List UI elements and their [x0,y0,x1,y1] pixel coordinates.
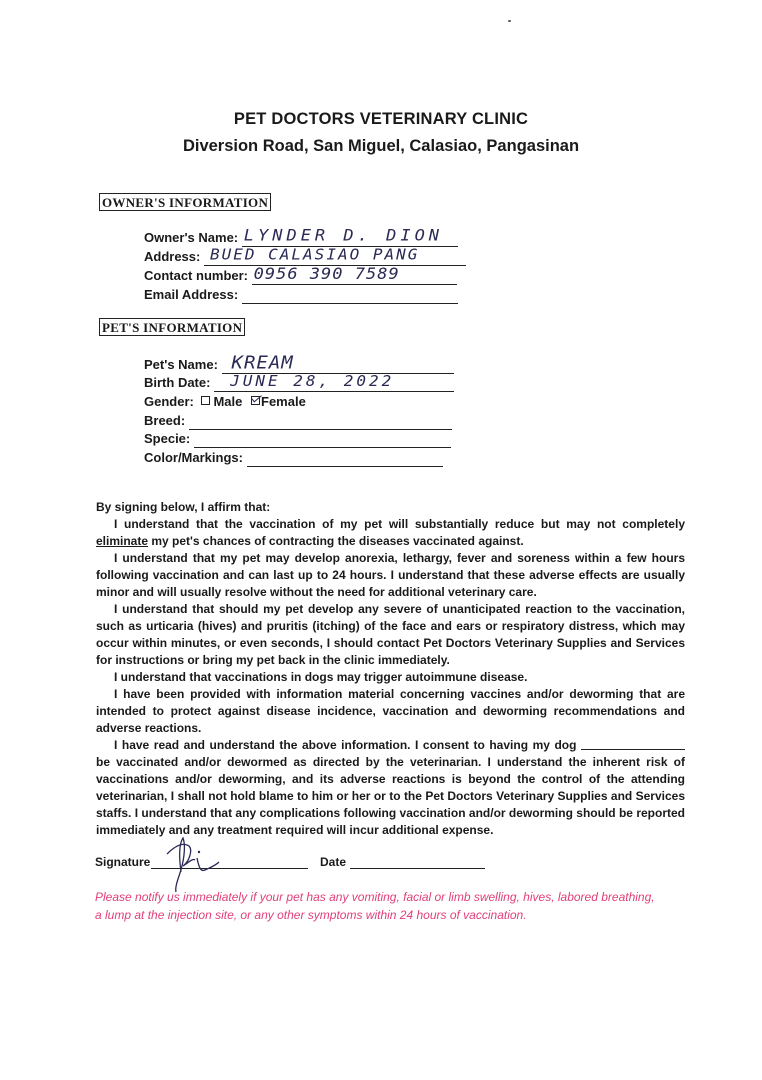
color-markings-line[interactable] [247,450,443,467]
clinic-name: PET DOCTORS VETERINARY CLINIC [233,110,529,128]
breed-line[interactable] [189,413,452,430]
consent-p1-end: my pet's chances of contracting the diseases vaccinated against. [148,534,524,548]
signature-label: Signature [95,855,151,869]
contact-number-line[interactable] [252,264,457,285]
consent-paragraph-1 [96,516,685,550]
pet-name-value: KREAM [231,352,294,374]
consent-paragraph-4: I understand that vaccinations in dogs may trigger autoimmune disease. [114,670,528,684]
email-line[interactable] [242,287,458,304]
consent-p1-underlined: eliminate [96,534,149,548]
email-label: Email Address: [144,287,239,302]
specie-label: Specie: [144,431,191,446]
address-label: Address: [144,249,201,264]
consent-statement [96,499,685,839]
birth-date-line[interactable] [214,371,454,392]
color-markings-label: Color/Markings: [144,450,243,465]
post-vaccination-notice: Please notify us immediately if your pet has any vomiting, facial or limb swelling, hives, labored breathing, a lump at the injection site, or any other symptoms within 24 hours of vaccination. [95,890,655,922]
gender-female-label: Female [261,394,306,409]
consent-p6-end: be vaccinated and/or dewormed as directed by the veterinarian. I understand the inherent risk of vaccinations and/or deworming, and its adverse reactions is beyond the control of the attending veterinarian, I shall not hold blame to him or her or to the Pet Doctors Veterinary Supplies and Services staffs. I understand that any complications following vaccination and/or deworming should be reported immediately and any treatment required will incur additional expense. [96,755,685,837]
birth-date-label: Birth Date: [144,375,211,390]
consent-paragraph-2: I understand that my pet may develop anorexia, lethargy, fever and soreness within a few hours following vaccination and can last up to 24 hours. I understand that these adverse effects are usually minor and will usually resolve without the need for additional veterinary care. [96,551,685,599]
breed-field[interactable] [144,412,452,430]
consent-intro: By signing below, I affirm that: [96,500,271,514]
gender-male-label: Male [213,394,243,409]
gender-male-checkbox[interactable] [201,396,210,405]
consent-p6-start: I have read and understand the above information. I consent to having my dog [114,738,581,752]
specie-field[interactable] [144,430,451,448]
address-value: BUED CALASIAO PANG [209,245,420,264]
color-markings-field[interactable] [144,449,443,467]
address-line[interactable] [204,245,466,266]
pet-name-label: Pet's Name: [144,357,218,372]
contact-number-value: 0956 390 7589 [253,264,400,284]
owner-name-label: Owner's Name: [144,230,239,245]
owner-section-heading: OWNER'S INFORMATION [99,193,271,211]
date-label: Date [320,855,347,869]
birth-date-value: JUNE 28, 2022 [230,371,395,390]
signature-row [95,853,695,871]
contact-number-label: Contact number: [144,268,248,283]
consent-paragraph-5: I have been provided with information material concerning vaccines and/or deworming that are intended to protect against disease incidence, vaccination and deworming recommendations and adverse reactions. [96,687,685,735]
clinic-address: Diversion Road, San Miguel, Calasiao, Pangasinan [182,137,580,155]
consent-paragraph-6 [96,737,685,839]
scan-speck [508,20,511,22]
dog-name-blank[interactable] [581,737,685,750]
gender-label: Gender: [144,394,194,409]
gender-field[interactable] [144,393,306,411]
owner-name-line[interactable] [242,226,458,247]
consent-paragraph-3: I understand that should my pet develop any severe of unanticipated reaction to the vaccination, such as urticaria (hives) and pruritis (itching) of the face and ears or respiratory distress, which may occur within minutes, or even seconds, I should contact Pet Doctors Veterinary Supplies and Services for instructions or bring my pet back in the clinic immediately. [96,602,685,667]
owner-name-value: LYNDER D. DION [243,226,444,246]
gender-female-checkbox[interactable] [251,396,260,405]
pet-section-heading: PET'S INFORMATION [99,318,245,336]
contact-number-field[interactable] [144,264,457,285]
birth-date-field[interactable] [144,371,454,392]
specie-line[interactable] [194,431,451,448]
email-field[interactable] [144,286,458,304]
date-line[interactable] [350,868,485,869]
consent-p1-start: I understand that the vaccination of my pet will substantially reduce but may not completely [114,517,685,531]
owner-name-field[interactable] [144,226,458,247]
address-field[interactable] [144,245,466,266]
signature-scribble [149,832,229,892]
breed-label: Breed: [144,413,186,428]
